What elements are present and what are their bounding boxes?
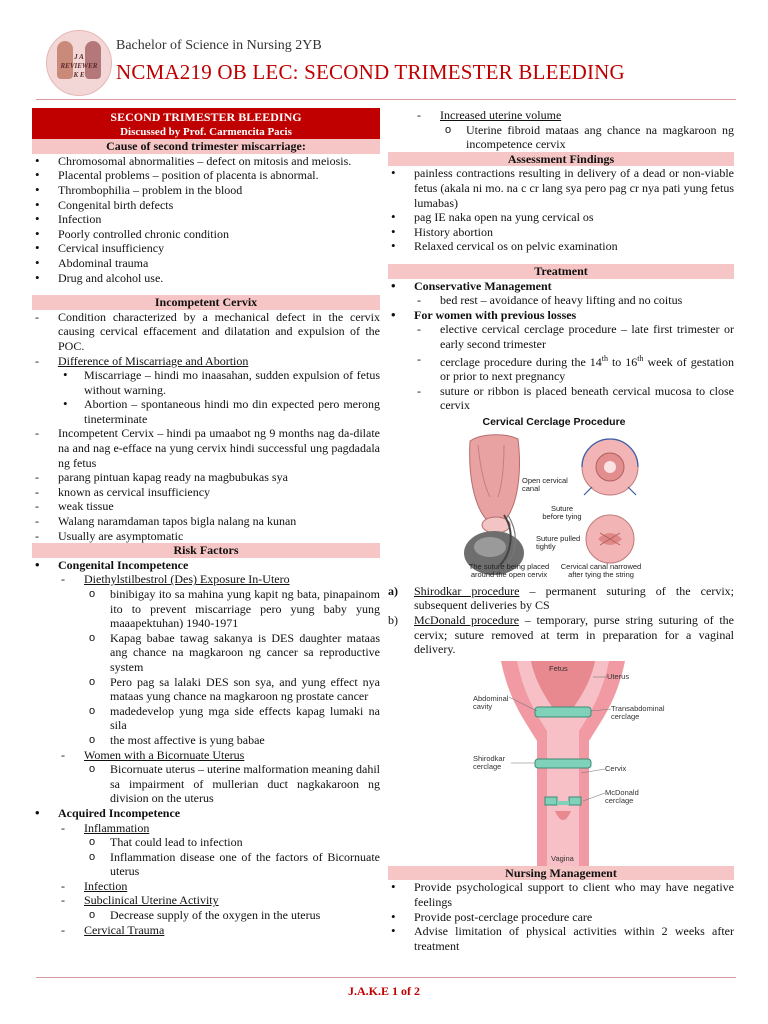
list-item: o Kapag babae tawag sakanya is DES daughter mataas ang chance na magkaroon ng cancer sa reproductive system: [84, 631, 380, 675]
list-item: - elective cervical cerclage procedure – late first trimester or early second trimester: [414, 322, 734, 351]
list-item: • Provide psychological support to client who may have negative feelings: [388, 880, 734, 909]
list-item: • Provide post-cerclage procedure care: [388, 910, 734, 925]
list-item: • pag IE naka open na yung cervical os: [388, 210, 734, 225]
list-item: o That could lead to infection: [84, 835, 380, 850]
list-item: - Incompetent Cervix – hindi pa umaabot ng 9 months nag da-dilate na and nag e-efface na yung cervix hindi successful ung pagdadala ng fetus: [32, 426, 380, 470]
list-item: - Walang naramdaman tapos bigla nalang na kunan: [32, 514, 380, 529]
treatment-heading: Treatment: [388, 264, 734, 279]
list-item: - Condition characterized by a mechanical defect in the cervix causing cervical effacement and dilatation and expulsion of the POC.: [32, 310, 380, 354]
list-item: [58, 748, 380, 806]
cerclage-types-figure: Fetus Uterus Abdominal cavity Transabdominal cerclage Shirodkar cerclage Cervix McDonald cerclage Vagina: [465, 661, 661, 866]
list-item: • Chromosomal abnormalities – defect on mitosis and meiosis.: [32, 154, 380, 169]
list-item: o Decrease supply of the oxygen in the uterus: [84, 908, 380, 923]
acquired-heading: Acquired Incompetence: [58, 805, 181, 820]
list-item: o Inflammation disease one of the factors of Bicornuate uterus: [84, 850, 380, 879]
trauma-heading: Cervical Trauma: [84, 922, 165, 937]
bicornuate-list: [84, 762, 380, 806]
list-item: o Bicornuate uterus – uterine malformation meaning dahil sa impairment of mullerian duct nagkakaroon ng division on the uterus: [84, 762, 380, 806]
procedure-list: [388, 584, 734, 657]
list-item: • Miscarriage – hindi mo inaasahan, sudden expulsion of fetus without warning.: [58, 368, 380, 397]
page-header: [40, 30, 740, 98]
cerclage-illustration: [460, 415, 640, 580]
list-item: o Pero pag sa lalaki DES son sya, and yung effect nya mataas yung chance na magkaroon ng prostate cancer: [84, 675, 380, 704]
page-title: NCMA219 OB LEC: SECOND TRIMESTER BLEEDING: [116, 60, 625, 84]
page-footer: J.A.K.E 1 of 2: [348, 984, 420, 998]
nursing-management-heading: Nursing Management: [388, 866, 734, 881]
risk-list: [32, 558, 380, 573]
list-item: • Infection: [32, 212, 380, 227]
list-item: o the most affective is yung babae: [84, 733, 380, 748]
cause-list: [32, 154, 380, 285]
mcdonald-name: McDonald procedure: [414, 613, 520, 628]
list-item: [58, 821, 380, 879]
shirodkar-name: Shirodkar procedure: [414, 583, 520, 598]
subclinical-heading: Subclinical Uterine Activity: [84, 893, 219, 908]
list-item: • Advise limitation of physical activities within 2 weeks after treatment: [388, 924, 734, 953]
nursing-list: [388, 880, 734, 953]
list-item: b) McDonald procedure – temporary, purse string suturing of the cervix; suture removed at term in preparation for a vaginal delivery.: [388, 613, 734, 657]
list-item: [32, 558, 380, 573]
section-title: SECOND TRIMESTER BLEEDING: [110, 110, 302, 124]
list-item: o Uterine fibroid mataas ang chance na magkaroon ng incompetence cervix: [440, 123, 734, 152]
list-item: [388, 279, 734, 294]
right-column: [388, 108, 734, 953]
discussed-by: Discussed by Prof. Carmencita Pacis: [120, 125, 292, 138]
list-item: • Cervical insufficiency: [32, 241, 380, 256]
uterine-volume-heading: Increased uterine volume: [440, 108, 562, 122]
list-item: [58, 879, 380, 894]
inflammation-heading: Inflammation: [84, 820, 150, 835]
list-item: a) Shirodkar procedure – permanent suturing of the cervix; subsequent deliveries by CS: [388, 583, 734, 613]
list-item: [58, 572, 380, 747]
list-item: [58, 923, 380, 938]
section-title-bar: [32, 108, 380, 139]
list-item: - weak tissue: [32, 499, 380, 514]
figure-title: Cervical Cerclage Procedure: [482, 415, 626, 428]
reviewer-logo: J A REVIEWER K E: [46, 30, 112, 96]
list-item: • History abortion: [388, 225, 734, 240]
list-item: - Usually are asymptomatic: [32, 529, 380, 544]
list-item: • Thrombophilia – problem in the blood: [32, 183, 380, 198]
infection-heading: Infection: [84, 878, 128, 893]
risk-factors-heading: Risk Factors: [32, 543, 380, 558]
list-item: - parang pintuan kapag ready na magbubukas sya: [32, 470, 380, 485]
assessment-heading: Assessment Findings: [388, 152, 734, 167]
list-item: • Relaxed cervical os on pelvic examination: [388, 239, 734, 254]
list-item: • Abortion – spontaneous hindi mo din expected pero merong tineterminate: [58, 397, 380, 426]
des-heading: Diethylstilbestrol (Des) Exposure In-Utero: [84, 572, 290, 587]
left-column: [32, 108, 380, 937]
cerclage-procedure-figure: Cervical Cerclage Procedure Open cervical canal Suture before tying Suture pulled tightly The suture being placed around the open cervix Cervical canal narrowed after tying the string: [460, 415, 640, 580]
bicornuate-heading: Women with a Bicornuate Uterus: [84, 747, 245, 762]
list-item: o binibigay ito sa mahina yung kapit ng bata, pinapainom ito to prevent miscarriage pero yung baby yung maaapektuhan) 1940-1971: [84, 587, 380, 631]
list-item: • Abdominal trauma: [32, 256, 380, 271]
footer-divider: [36, 977, 736, 978]
diff-list: [58, 368, 380, 426]
conservative-heading: Conservative Management: [414, 278, 552, 293]
list-item: - suture or ribbon is placed beneath cervical mucosa to close cervix: [414, 384, 734, 413]
list-item: • Placental problems – position of placenta is abnormal.: [32, 168, 380, 183]
congenital-block: [32, 572, 380, 806]
list-item: [388, 308, 734, 323]
list-item: o madedevelop yung mga side effects kapag lumaki na sila: [84, 704, 380, 733]
list-item: • Poorly controlled chronic condition: [32, 227, 380, 242]
list-item: • Congenital birth defects: [32, 198, 380, 213]
diff-heading: Difference of Miscarriage and Abortion: [58, 353, 249, 368]
cause-heading: Cause of second trimester miscarriage:: [32, 139, 380, 154]
acquired-block: [32, 821, 380, 938]
list-item: - bed rest – avoidance of heavy lifting and no coitus: [414, 293, 734, 308]
list-item: - cerclage procedure during the 14th to 16th week of gestation or prior to next pregnancy: [414, 352, 734, 384]
congenital-heading: Congenital Incompetence: [58, 557, 189, 572]
assessment-list: [388, 166, 734, 254]
des-list: [84, 587, 380, 748]
list-item: [32, 806, 380, 821]
program-name: Bachelor of Science in Nursing 2YB: [116, 38, 322, 53]
previous-losses-heading: For women with previous losses: [414, 307, 577, 322]
list-item: • Drug and alcohol use.: [32, 271, 380, 286]
list-item: • painless contractions resulting in delivery of a dead or non-viable fetus (akala ni mo. na c cr lang sya pero pag cr nya pati yung fetus lumabas): [388, 166, 734, 210]
header-divider: [36, 99, 736, 100]
list-item: [58, 893, 380, 922]
incompetent-cervix-heading: Incompetent Cervix: [32, 295, 380, 310]
list-item: [414, 108, 734, 152]
list-item: [32, 354, 380, 427]
incompetent-list: [32, 310, 380, 544]
list-item: - known as cervical insufficiency: [32, 485, 380, 500]
